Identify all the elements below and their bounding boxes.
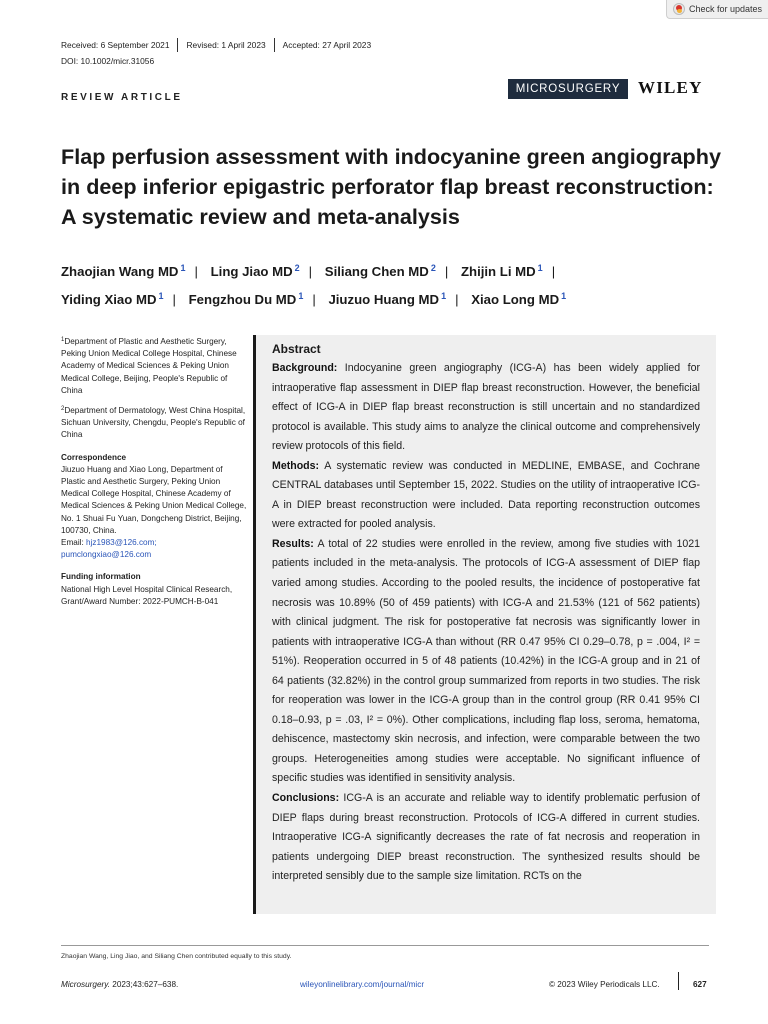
footnote-divider	[61, 945, 709, 946]
affiliation: $^2$Department of Dermatology, West China Hospital, Sichuan University, Chengdu, People's Republic of China	[61, 406, 246, 440]
check-for-updates-button[interactable]	[666, 0, 768, 19]
author-link[interactable]: Siliang Chen MD $^2$	[324, 263, 436, 279]
article-info-sidebar	[61, 334, 247, 614]
journal-logo: MICROSURGERY	[508, 79, 628, 99]
check-for-updates-label: Check for updates	[689, 4, 763, 14]
author-link[interactable]: Fengzhou Du MD $^1$	[188, 291, 304, 307]
email-link[interactable]: hjz1983@126.com; pumclongxiao@126.com	[61, 538, 157, 560]
doi[interactable]: DOI: 10.1002/micr.31056	[61, 56, 155, 66]
footnote: Zhaojian Wang, Ling Jiao, and Siliang Chen contributed equally to this study.	[61, 953, 292, 960]
received-date: Received: 6 September 2021	[61, 40, 170, 50]
author-link[interactable]: Yiding Xiao MD $^1$	[61, 291, 164, 307]
citation: Microsurgery. 2023;43:627–638.	[61, 980, 179, 989]
page-footer	[61, 980, 709, 992]
abstract-panel	[253, 335, 716, 914]
author-list: Zhaojian Wang MD $^1$ | Ling Jiao MD $^2$ | Siliang Chen MD $^2$ | Zhijin Li MD $^1$ | Yiding Xiao MD $^1$ | Fengzhou Du MD $^1$ | Jiuzuo Huang MD $^1$ | Xiao Long MD $^1$	[61, 263, 567, 307]
accepted-date: Accepted: 27 April 2023	[282, 40, 372, 50]
article-type: REVIEW ARTICLE	[61, 92, 183, 103]
abstract-methods: Methods: A systematic review was conducted in MEDLINE, EMBASE, and Cochrane CENTRAL databases until September 15, 2022. Studies on the utility of intraoperative ICG-A in DIEP breast reconstruction were included. Data reporting reconstruction outcomes were extracted for pooled analysis.	[272, 459, 700, 531]
author-link[interactable]: Zhaojian Wang MD $^1$	[61, 263, 186, 279]
revised-date: Revised: 1 April 2023	[186, 40, 266, 50]
author-link[interactable]: Ling Jiao MD $^2$	[210, 263, 300, 279]
funding-heading: Funding information	[61, 572, 141, 582]
copyright: © 2023 Wiley Periodicals LLC.	[549, 980, 660, 989]
journal-url-link[interactable]: wileyonlinelibrary.com/journal/micr	[300, 980, 425, 989]
page-number: 627	[693, 980, 707, 989]
abstract-results: Results: A total of 22 studies were enrolled in the review, among five studies with 1021 patients included in the meta-analysis. The protocols of ICG-A assessment of DIEP flap varied among studies. According to the pooled results, the incidence of postoperative fat necrosis was 10.89% (50 of 459 patients) with ICG-A and 21.53% (121 of 562 patients) with clinical judgment. The risk for postoperative fat necrosis was significantly lower in patients with intraoperative ICG-A than without (RR 0.47 95% CI 0.29–0.78, p = .004, I² = 51%). Reoperation occurred in 5 of 48 patients (10.42%) in the ICG-A group and in 21 of 64 patients (32.82%) in the control group summarized from reports in two studies. The risk for reoperation was lower in the ICG-A group than in the control group (RR 0.41 95% CI 0.18–0.93, p = .03, I² = 0%). Other complications, including flap loss, seroma, hematoma, dehiscence, mastectomy skin necrosis, and infection, were comparable between the two groups. Heterogeneities among studies were acceptable. No significant influence of specific studies was identified in sensitivity analysis.	[272, 537, 701, 785]
article-dates	[61, 38, 379, 52]
correspondence-heading: Correspondence	[61, 452, 127, 462]
affiliation: $^1$Department of Plastic and Aesthetic Surgery, Peking Union Medical College Hospital, Chinese Academy of Medical Sciences & Peking Union Medical College, Beijing, People's Republic of China	[61, 337, 237, 395]
article-title: Flap perfusion assessment with indocyanine green angiography in deep inferior epigastric perforator flap breast reconstruction: A systematic review and meta-analysis	[61, 144, 721, 229]
abstract-heading: Abstract	[272, 342, 321, 356]
correspondence-text: Jiuzuo Huang and Xiao Long, Department of Plastic and Aesthetic Surgery, Peking Union Medical College Hospital, Chinese Academy of Medical Sciences & Peking Union Medical College, No. 1 Shuai Fu Yuan, Dongcheng District, Beijing, 100730, China. Email: hjz1983@126.com; pumclongxiao@126.com	[61, 464, 247, 560]
publisher-logo: WILEY	[638, 78, 703, 97]
page-number-divider	[678, 972, 679, 990]
abstract-background: Background: Indocyanine green angiography (ICG-A) has been widely applied for intraoperative flap assessment in DIEP flap breast reconstruction. However, the beneficial effect of ICG-A in DIEP flap breast reconstruction is still uncertain and no standardized protocol is available. This study aims to analyze the clinical outcome and comprehensively review protocols of this field.	[272, 362, 700, 453]
author-link[interactable]: Xiao Long MD $^1$	[471, 291, 567, 307]
abstract-body	[272, 359, 700, 887]
author-link[interactable]: Zhijin Li MD $^1$	[460, 263, 543, 279]
crossmark-icon	[673, 3, 685, 15]
author-link[interactable]: Jiuzuo Huang MD $^1$	[328, 291, 447, 307]
funding-text: National High Level Hospital Clinical Research, Grant/Award Number: 2022-PUMCH-B-041	[61, 584, 233, 606]
abstract-conclusions: Conclusions: ICG-A is an accurate and reliable way to identify problematic perfusion of DIEP flaps during breast reconstruction. Protocols of ICG-A differed in current studies. Intraoperative ICG-A significantly decreases the rate of fat necrosis and reoperation in patients undergoing DIEP breast reconstruction. The synthesized results should be interpreted sensibly due to the sample size limitation. RCTs on the	[272, 792, 700, 883]
